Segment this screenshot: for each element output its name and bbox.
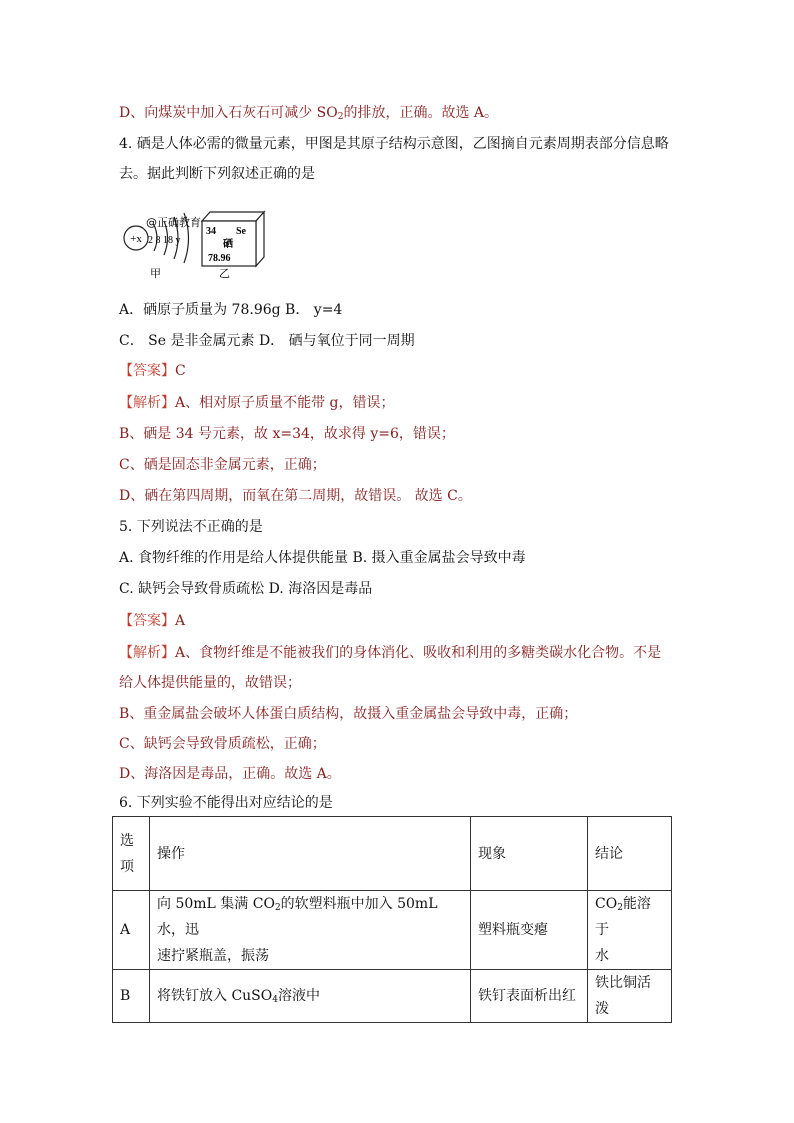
question-4-explanation-c: C、硒是固态非金属元素，正确； [119, 457, 326, 473]
question-5-text: 5. 下列说法不正确的是 [119, 519, 263, 535]
question-4-options-ab: A．硒原子质量为 78.96g B． y=4 [119, 302, 343, 318]
row-a-operation: 向 50mL 集满 $CO_2$的软塑料瓶中加入 50mL 水，迅 速拧紧瓶盖，振荡 [150, 891, 471, 970]
row-a-phenomenon: 塑料瓶变瘪 [471, 891, 588, 970]
header-option: 选项 [113, 817, 150, 891]
header-phenomenon: 现象 [471, 817, 588, 891]
question-5-answer: 【答案】A [119, 613, 186, 629]
atomic-number: 34 [206, 226, 216, 237]
cube-top [202, 212, 264, 221]
question-4-text: 4. 硒是人体必需的微量元素，甲图是其原子结构示意图，乙图摘自元素周期表部分信息略 [119, 136, 669, 152]
row-b-operation: 将铁钉放入 CuSO$_4$溶液中 [150, 970, 471, 1023]
row-b-conclusion: 铁比铜活泼 [588, 970, 672, 1023]
question-4-explanation-d: D、硒在第四周期，而氧在第二周期，故错误。 故选 C。 [119, 488, 472, 504]
row-b-option: B [113, 970, 150, 1023]
shell-electrons: 2 8 18 y [148, 235, 181, 246]
header-conclusion: 结论 [588, 817, 672, 891]
element-symbol: Se [236, 226, 246, 237]
question-4-answer: 【答案】C [119, 363, 186, 379]
label-jia: 甲 [150, 267, 161, 280]
question-5-explanation-b: B、重金属盐会破坏人体蛋白质结构，故摄入重金属盐会导致中毒，正确； [119, 706, 578, 722]
row-a-conclusion: $CO_2$能溶于 水 [588, 891, 672, 970]
row-b-phenomenon: 铁钉表面析出红 [471, 970, 588, 1023]
question-4-explanation-a: 【解析】A、相对原子质量不能带 g，错误； [119, 395, 395, 411]
table-header-row [113, 817, 672, 891]
question-5-options-ab: A. 食物纤维的作用是给人体提供能量 B. 摄入重金属盐会导致中毒 [119, 550, 526, 566]
table-row [113, 891, 672, 970]
question-6-text: 6. 下列实验不能得出对应结论的是 [119, 795, 333, 811]
nucleus-label: +x [130, 233, 142, 245]
question-5-explanation-a: 【解析】A、食物纤维是不能被我们的身体消化、吸收和利用的多糖类碳水化合物。不是 [119, 645, 662, 661]
question-5-options-cd: C. 缺钙会导致骨质疏松 D. 海洛因是毒品 [119, 581, 373, 597]
label-yi: 乙 [219, 267, 230, 280]
header-operation: 操作 [150, 817, 471, 891]
question-4-explanation-b: B、硒是 34 号元素，故 x=34，故求得 y=6，错误； [119, 426, 455, 442]
answer-line-d: D、向煤炭中加入石灰石可减少 $SO_2$的排放，正确。故选 A。 [119, 105, 499, 122]
table-row [113, 970, 672, 1023]
atomic-mass: 78.96 [208, 253, 231, 264]
cube-side [256, 212, 264, 266]
question-4-text-cont: 去。据此判断下列叙述正确的是 [119, 166, 315, 182]
selenium-figure [122, 205, 272, 280]
watermark: @正确教育 [146, 216, 201, 229]
element-name: 硒 [223, 239, 233, 250]
row-a-option: A [113, 891, 150, 970]
question-5-explanation-a-cont: 给人体提供能量的，故错误； [119, 675, 301, 691]
experiment-table [112, 816, 672, 1023]
question-4-options-cd: C． Se 是非金属元素 D． 硒与氧位于同一周期 [119, 333, 415, 349]
question-5-explanation-d: D、海洛因是毒品，正确。故选 A。 [119, 766, 341, 782]
question-5-explanation-c: C、缺钙会导致骨质疏松，正确； [119, 736, 326, 752]
